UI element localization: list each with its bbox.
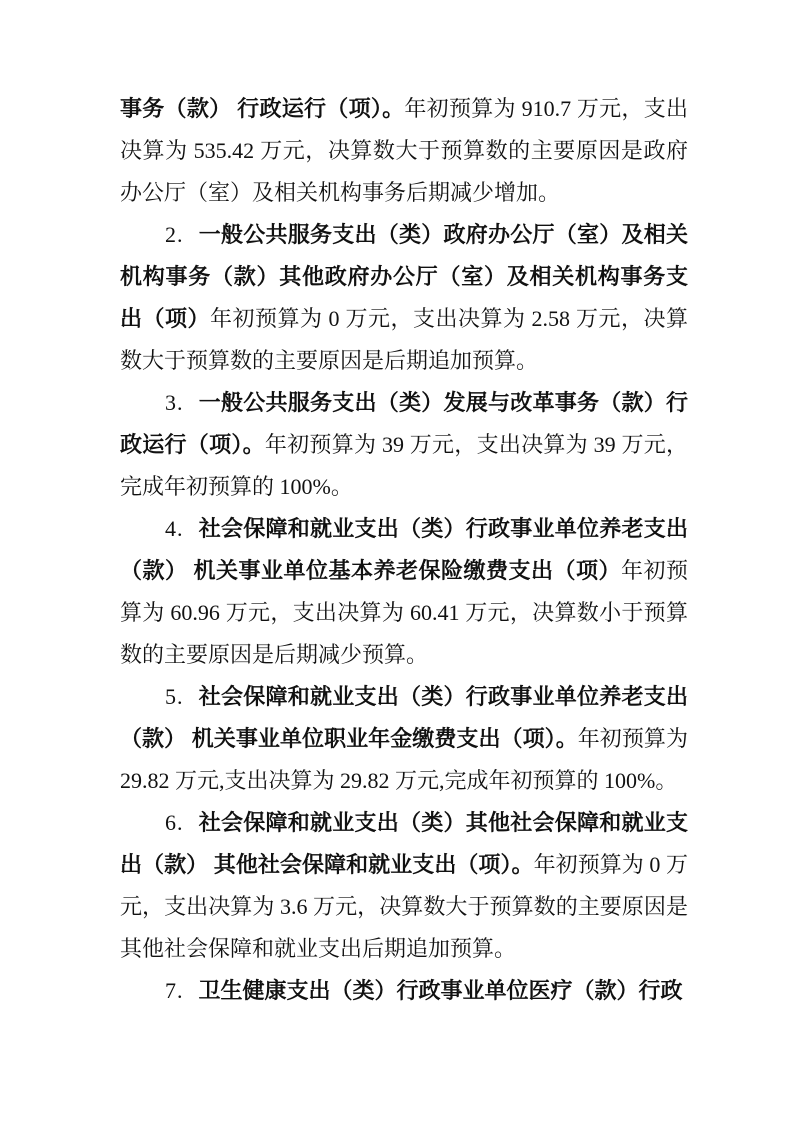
paragraph-5 bbox=[120, 676, 688, 802]
paragraph-3-number: 3. bbox=[165, 390, 184, 415]
paragraph-4-heading: 社会保障和就业支出（类）行政事业单位养老支出（款） 机关事业单位基本养老保险缴费支出（项） bbox=[120, 516, 688, 583]
paragraph-4 bbox=[120, 508, 688, 676]
paragraph-3-heading: 一般公共服务支出（类）发展与改革事务（款）行政运行（项）。 bbox=[120, 390, 688, 457]
paragraph-2 bbox=[120, 214, 688, 382]
paragraph-4-number: 4. bbox=[165, 516, 184, 541]
paragraph-1 bbox=[120, 88, 688, 214]
text-block bbox=[120, 88, 688, 1012]
paragraph-3-body: 年初预算为 39 万元，支出决算为 39 万元，完成年初预算的 100%。 bbox=[120, 432, 688, 499]
paragraph-6 bbox=[120, 802, 688, 970]
paragraph-2-body: 年初预算为 0 万元，支出决算为 2.58 万元，决算数大于预算数的主要原因是后期追加预算。 bbox=[120, 306, 688, 373]
paragraph-1-heading: 事务（款） 行政运行（项）。 bbox=[120, 96, 405, 121]
paragraph-5-heading: 社会保障和就业支出（类）行政事业单位养老支出（款） 机关事业单位职业年金缴费支出（项）。 bbox=[120, 684, 688, 751]
paragraph-6-body: 年初预算为 0 万元，支出决算为 3.6 万元，决算数大于预算数的主要原因是其他社会保障和就业支出后期追加预算。 bbox=[120, 852, 688, 961]
paragraph-5-body: 年初预算为 29.82 万元,支出决算为 29.82 万元,完成年初预算的 100%。 bbox=[120, 726, 688, 793]
paragraph-1-body: 年初预算为 910.7 万元，支出决算为 535.42 万元，决算数大于预算数的主要原因是政府办公厅（室）及相关机构事务后期减少增加。 bbox=[120, 96, 688, 205]
paragraph-6-heading: 社会保障和就业支出（类）其他社会保障和就业支出（款） 其他社会保障和就业支出（项）。 bbox=[120, 810, 688, 877]
paragraph-7-number: 7. bbox=[165, 978, 184, 1003]
paragraph-5-number: 5. bbox=[165, 684, 184, 709]
paragraph-3 bbox=[120, 382, 688, 508]
paragraph-4-body: 年初预算为 60.96 万元，支出决算为 60.41 万元，决算数小于预算数的主要原因是后期减少预算。 bbox=[120, 558, 688, 667]
paragraph-2-heading: 一般公共服务支出（类）政府办公厅（室）及相关机构事务（款）其他政府办公厅（室）及相关机构事务支出（项） bbox=[120, 222, 688, 331]
paragraph-6-number: 6. bbox=[165, 810, 184, 835]
paragraph-2-number: 2. bbox=[165, 222, 184, 247]
paragraph-7 bbox=[120, 970, 688, 1012]
paragraph-7-heading: 卫生健康支出（类）行政事业单位医疗（款）行政 bbox=[198, 978, 683, 1003]
